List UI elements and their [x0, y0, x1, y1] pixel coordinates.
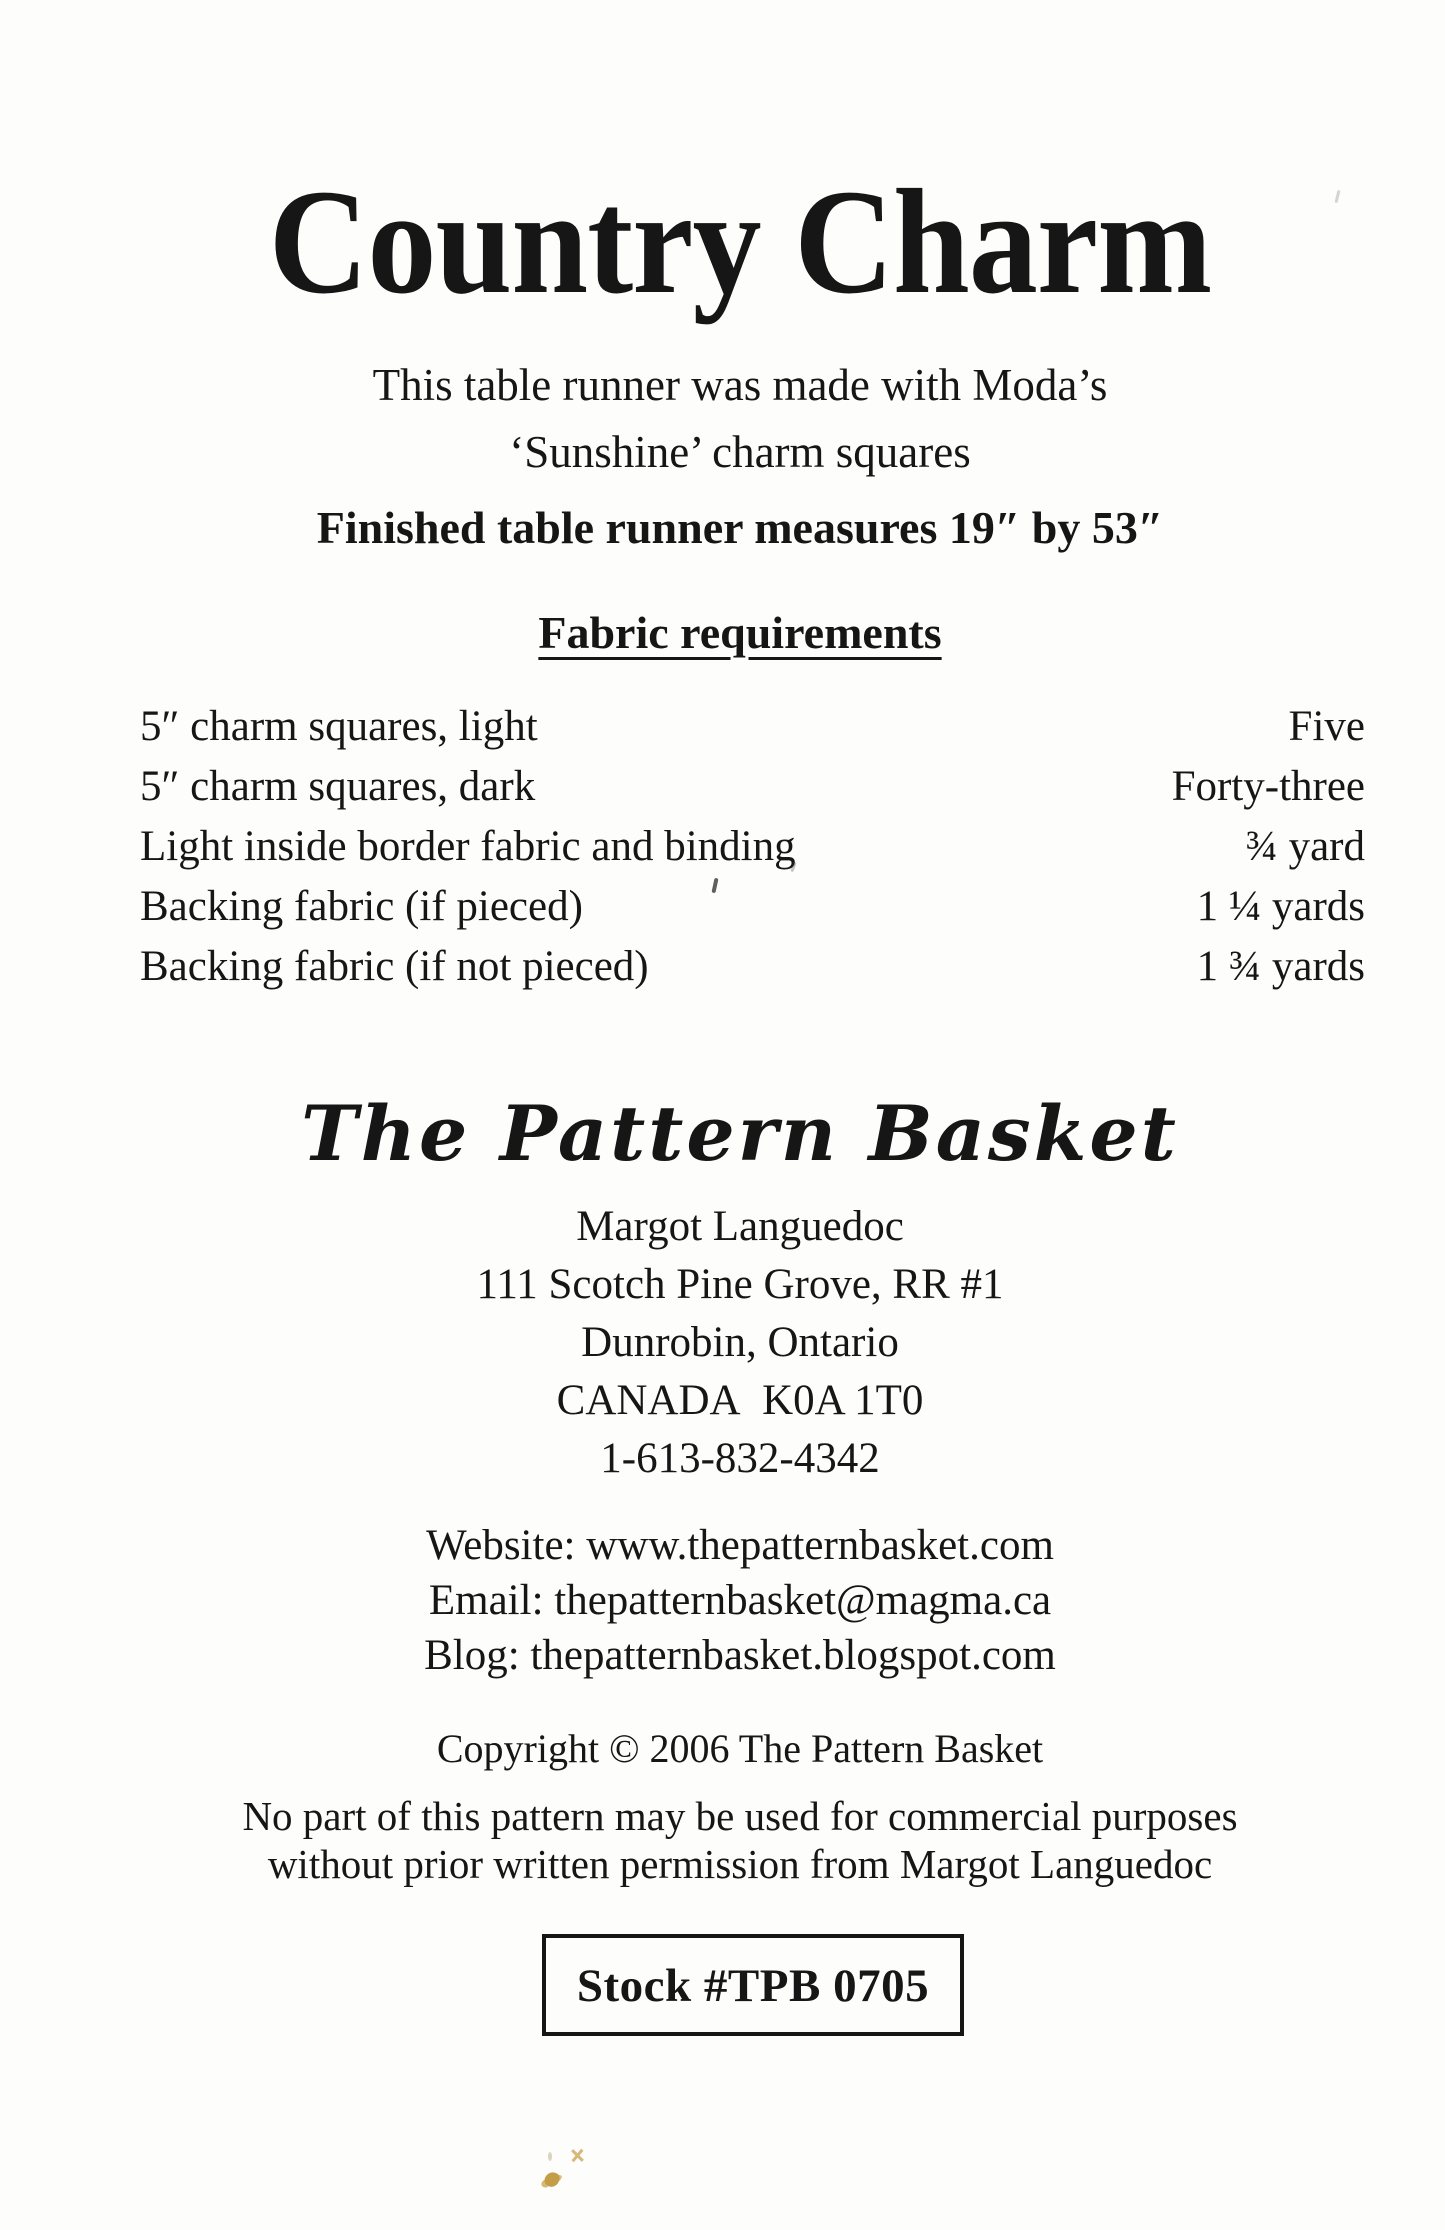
requirement-label: 5″ charm squares, dark — [140, 763, 536, 810]
subtitle-line-2: ‘Sunshine’ charm squares — [509, 427, 971, 477]
requirement-value: 1 ¾ yards — [1196, 943, 1365, 990]
legal-notice-line-2: without prior written permission from Margot Languedoc — [267, 1841, 1213, 1887]
address-line-2: Dunrobin, Ontario — [581, 1319, 899, 1366]
contact-name: Margot Languedoc — [576, 1203, 904, 1250]
legal-notice-line-1: No part of this pattern may be used for commercial purposes — [242, 1793, 1238, 1839]
requirement-value: 1 ¼ yards — [1196, 883, 1365, 930]
requirement-label: Light inside border fabric and binding — [140, 823, 796, 870]
publisher-contact-block — [35, 1518, 1445, 1683]
website-line: Website: www.thepatternbasket.com — [426, 1522, 1054, 1569]
finished-size-line: Finished table runner measures 19″ by 53″ — [316, 502, 1164, 553]
stock-number-box — [542, 1934, 964, 2036]
phone-number: 1-613-832-4342 — [600, 1435, 880, 1482]
requirement-value: Forty-three — [1171, 763, 1365, 810]
page-title: Country Charm — [268, 159, 1212, 325]
address-line-3: CANADA K0A 1T0 — [556, 1377, 924, 1424]
publisher-logo: The Pattern Basket — [301, 1089, 1179, 1178]
fabric-requirements-heading — [35, 607, 1445, 659]
publisher-address-block — [35, 1198, 1445, 1488]
table-row — [140, 817, 1365, 877]
address-line-1: 111 Scotch Pine Grove, RR #1 — [476, 1261, 1004, 1308]
subtitle-line-1: This table runner was made with Moda’s — [372, 360, 1108, 410]
copyright-line: Copyright © 2006 The Pattern Basket — [436, 1726, 1044, 1771]
stock-number-label: Stock #TPB 0705 — [576, 1960, 930, 2012]
table-row — [140, 937, 1365, 997]
blog-line: Blog: thepatternbasket.blogspot.com — [424, 1632, 1056, 1679]
requirement-label: Backing fabric (if not pieced) — [140, 943, 649, 990]
table-row — [140, 877, 1365, 937]
fabric-requirements-table — [140, 697, 1365, 997]
fabric-requirements-heading-text: Fabric requirements — [538, 607, 942, 658]
requirement-label: Backing fabric (if pieced) — [140, 883, 583, 930]
requirement-value: ¾ yard — [1245, 823, 1365, 870]
stain-speck-icon — [571, 2149, 584, 2162]
table-row — [140, 697, 1365, 757]
stain-speck-icon — [548, 2152, 552, 2161]
stain-speck-icon — [542, 2170, 561, 2190]
subtitle — [35, 352, 1445, 486]
email-line: Email: thepatternbasket@magma.ca — [428, 1577, 1052, 1624]
requirement-value: Five — [1288, 703, 1365, 750]
table-row — [140, 757, 1365, 817]
legal-notice — [35, 1792, 1445, 1888]
requirement-label: 5″ charm squares, light — [140, 703, 538, 750]
